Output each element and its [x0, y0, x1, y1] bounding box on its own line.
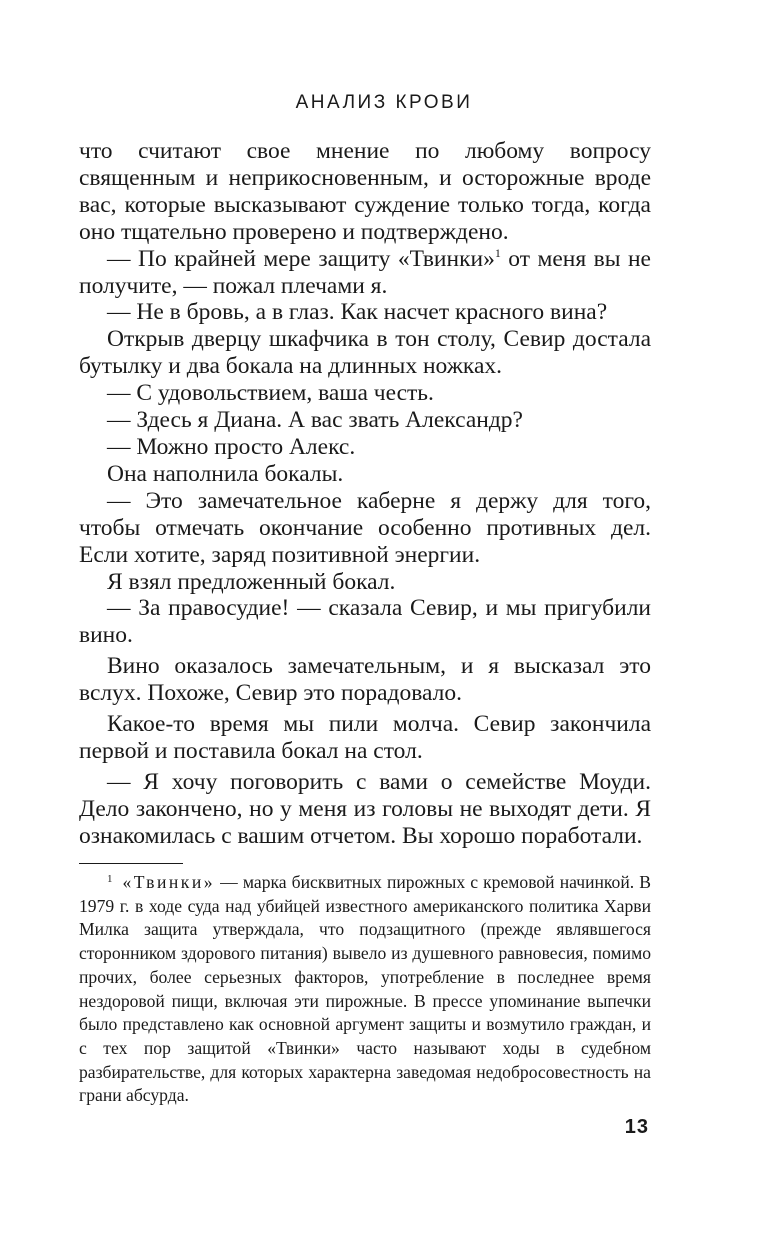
paragraph: Вино оказалось замечательным, и я высказал это вслух. Похоже, Севир это порадовало.: [79, 653, 651, 707]
paragraph: Открыв дверцу шкафчика в тон столу, Севир достала бутылку и два бокала на длинных ножках.: [79, 326, 651, 380]
page-body: [79, 138, 651, 850]
footnote-reference[interactable]: 1: [494, 245, 501, 260]
paragraph: — За правосудие! — сказала Севир, и мы пригубили вино.: [79, 595, 651, 649]
paragraph: — Не в бровь, а в глаз. Как насчет красного вина?: [107, 299, 608, 326]
paragraph: — Это замечательное каберне я держу для того, чтобы отмечать окончание особенно противных дел. Если хотите, заряд позитивной энергии.: [79, 487, 651, 568]
footnote: [79, 871, 651, 1108]
paragraph-text: — По крайней мере защиту «Твинки»: [107, 245, 495, 272]
paragraph-text: от меня вы не получите, — пожал плечами я.: [79, 245, 651, 299]
paragraph-with-footnote-ref: [79, 246, 651, 300]
paragraph: что считают свое мнение по любому вопросу священным и неприкосновенным, и осторожные вроде вас, которые высказывают суждение только тогда, когда оно тщательно проверено и подтверждено.: [79, 138, 651, 245]
footnote-divider: [79, 863, 183, 864]
footnote-marker: 1: [107, 873, 113, 885]
paragraph: Я взял предложенный бокал.: [107, 568, 396, 595]
paragraph: — Я хочу поговорить с вами о семействе Моуди. Дело закончено, но у меня из головы не выходят дети. Я ознакомилась с вашим отчетом. Вы хорошо поработали.: [79, 768, 651, 849]
paragraph: Какое-то время мы пили молча. Севир закончила первой и поставила бокал на стол.: [79, 711, 651, 764]
paragraph: — Можно просто Алекс.: [107, 433, 356, 460]
footnote-term: «Твинки»: [122, 872, 216, 892]
footnote-text-block: [79, 871, 651, 1108]
paragraph: — Здесь я Диана. А вас звать Александр?: [107, 407, 523, 434]
running-header: АНАЛИЗ КРОВИ: [295, 92, 473, 113]
footnote-text: — марка бисквитных пирожных с кремовой начинкой. В 1979 г. в ходе суда над убийцей известного американского политика Харви Милка защита утверждала, что подзащитного (прежде являвшегося сторонником здорового питания) вывело из душевного равновесия, помимо прочих, более серьезных факторов, употребление в последнее время нездоровой пищи, включая эти пирожные. В прессе упоминание выпечки было представлено как основной аргумент защиты и возмутило граждан, и с тех пор защитой «Твинки» часто называют ходы в судебном разбирательстве, для которых характерна заведомая недобросовестность на грани абсурда.: [79, 872, 651, 1106]
page-number: 13: [624, 1116, 649, 1138]
paragraph: — С удовольствием, ваша честь.: [107, 380, 434, 407]
paragraph: Она наполнила бокалы.: [107, 460, 344, 487]
